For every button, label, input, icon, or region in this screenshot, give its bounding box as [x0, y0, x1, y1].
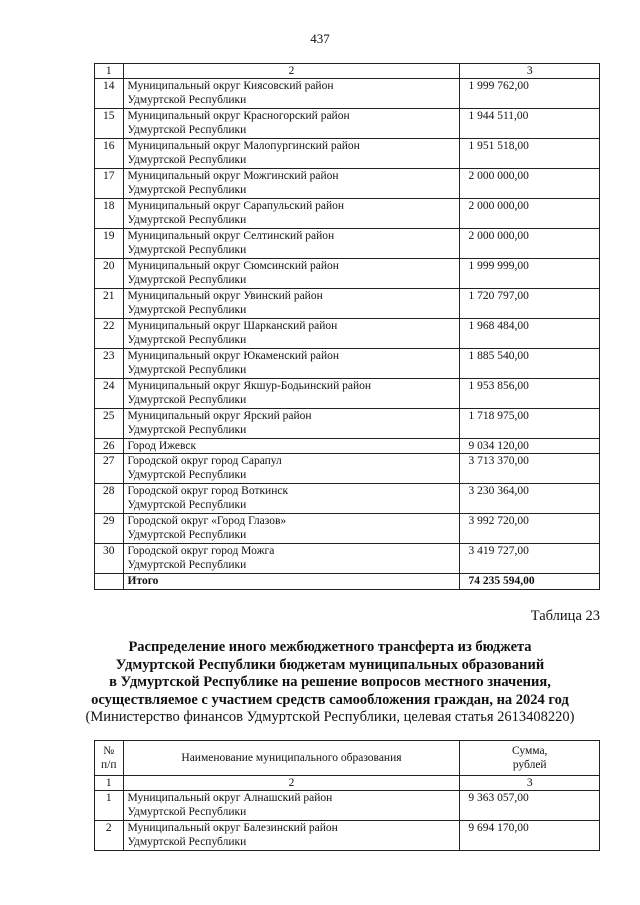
municipality-name-line: Удмуртской Республики — [127, 836, 247, 848]
table-row — [95, 109, 600, 139]
municipality-name — [123, 409, 460, 439]
amount-cell: 1 999 762,00 — [460, 79, 600, 109]
table-row — [95, 289, 600, 319]
municipality-name-line: Городской округ город Воткинск — [127, 485, 289, 497]
col-index-3: 3 — [460, 64, 600, 79]
row-number: 1 — [95, 791, 124, 821]
header-sum: Сумма, рублей — [460, 741, 600, 776]
municipality-name — [123, 821, 460, 851]
total-empty-cell — [95, 574, 124, 590]
municipality-name-line: Удмуртской Республики — [127, 214, 247, 226]
col-index-3: 3 — [460, 776, 600, 791]
table-index-row — [95, 64, 600, 79]
table-row — [95, 514, 600, 544]
municipality-name — [123, 514, 460, 544]
amount-cell: 1 944 511,00 — [460, 109, 600, 139]
amount-cell: 3 713 370,00 — [460, 454, 600, 484]
table-row — [95, 379, 600, 409]
title-line: в Удмуртской Республике на решение вопросов местного значения, — [109, 674, 551, 690]
municipality-name-line: Удмуртской Республики — [127, 806, 247, 818]
table-row — [95, 229, 600, 259]
table-index-row — [95, 776, 600, 791]
row-number: 20 — [95, 259, 124, 289]
municipality-name — [123, 349, 460, 379]
amount-cell: 9 034 120,00 — [460, 439, 600, 454]
municipality-name — [123, 454, 460, 484]
municipality-name-line: Удмуртской Республики — [127, 394, 247, 406]
municipality-name-line: Удмуртской Республики — [127, 184, 247, 196]
municipality-name — [123, 379, 460, 409]
amount-cell: 2 000 000,00 — [460, 199, 600, 229]
amount-cell: 2 000 000,00 — [460, 169, 600, 199]
amount-cell: 1 885 540,00 — [460, 349, 600, 379]
municipality-name-line: Удмуртской Республики — [127, 244, 247, 256]
row-number: 19 — [95, 229, 124, 259]
municipality-name-line: Муниципальный округ Селтинский район — [127, 230, 335, 242]
municipality-name — [123, 109, 460, 139]
col-index-2: 2 — [123, 776, 460, 791]
municipality-name — [123, 259, 460, 289]
table-row — [95, 454, 600, 484]
municipality-name — [123, 484, 460, 514]
municipality-name-line: Удмуртской Республики — [127, 124, 247, 136]
row-number: 16 — [95, 139, 124, 169]
amount-cell: 9 363 057,00 — [460, 791, 600, 821]
row-number: 14 — [95, 79, 124, 109]
header-num: № п/п — [95, 741, 124, 776]
total-amount: 74 235 594,00 — [460, 574, 600, 590]
municipality-name — [123, 139, 460, 169]
municipality-name-line: Муниципальный округ Алнашский район — [127, 792, 333, 804]
amount-cell: 2 000 000,00 — [460, 229, 600, 259]
municipality-name-line: Удмуртской Республики — [127, 334, 247, 346]
municipality-name — [123, 791, 460, 821]
table-row — [95, 319, 600, 349]
row-number: 17 — [95, 169, 124, 199]
municipality-name-line: Муниципальный округ Шарканский район — [127, 320, 338, 332]
amount-cell: 1 968 484,00 — [460, 319, 600, 349]
row-number: 26 — [95, 439, 124, 454]
amount-cell: 1 999 999,00 — [460, 259, 600, 289]
amount-cell: 1 720 797,00 — [460, 289, 600, 319]
municipality-name-line: Удмуртской Республики — [127, 424, 247, 436]
municipality-name-line: Муниципальный округ Юкаменский район — [127, 350, 340, 362]
municipality-name-line: Муниципальный округ Сюмсинский район — [127, 260, 339, 272]
header-name: Наименование муниципального образования — [123, 741, 460, 776]
table-title — [60, 639, 600, 727]
municipality-name-line: Муниципальный округ Красногорский район — [127, 110, 350, 122]
table-label: Таблица 23 — [530, 608, 600, 624]
row-number: 2 — [95, 821, 124, 851]
municipality-name-line: Удмуртской Республики — [127, 274, 247, 286]
amount-cell: 1 951 518,00 — [460, 139, 600, 169]
col-index-1: 1 — [95, 776, 124, 791]
municipality-name — [123, 199, 460, 229]
municipality-name-line: Муниципальный округ Киясовский район — [127, 80, 334, 92]
municipality-name-line: Муниципальный округ Увинский район — [127, 290, 323, 302]
row-number: 24 — [95, 379, 124, 409]
row-number: 18 — [95, 199, 124, 229]
municipality-name — [123, 79, 460, 109]
amount-cell: 1 953 856,00 — [460, 379, 600, 409]
municipality-name-line: Удмуртской Республики — [127, 364, 247, 376]
row-number: 25 — [95, 409, 124, 439]
table-row — [95, 169, 600, 199]
table-header-row — [95, 741, 600, 776]
table-row — [95, 409, 600, 439]
municipality-name-line: Город Ижевск — [127, 440, 197, 452]
municipality-name-line: Муниципальный округ Малопургинский район — [127, 140, 360, 152]
total-row — [95, 574, 600, 590]
table-row — [95, 544, 600, 574]
municipality-name-line: Муниципальный округ Балезинский район — [127, 822, 338, 834]
row-number: 28 — [95, 484, 124, 514]
title-line: Удмуртской Республики бюджетам муниципальных образований — [115, 656, 545, 673]
municipality-name-line: Удмуртской Республики — [127, 469, 247, 481]
allocation-table-continued — [94, 63, 600, 590]
row-number: 22 — [95, 319, 124, 349]
total-label: Итого — [123, 574, 460, 590]
table-row — [95, 139, 600, 169]
municipality-name-line: Городской округ город Можга — [127, 545, 275, 557]
allocation-table-23 — [94, 740, 600, 851]
municipality-name-line: Удмуртской Республики — [127, 529, 247, 541]
table-row — [95, 259, 600, 289]
municipality-name-line: Муниципальный округ Можгинский район — [127, 170, 339, 182]
municipality-name-line: Удмуртской Республики — [127, 304, 247, 316]
row-number: 30 — [95, 544, 124, 574]
municipality-name — [123, 169, 460, 199]
municipality-name — [123, 229, 460, 259]
municipality-name-line: Городской округ «Город Глазов» — [127, 515, 287, 527]
municipality-name — [123, 544, 460, 574]
municipality-name-line: Городской округ город Сарапул — [127, 455, 282, 467]
col-index-2: 2 — [123, 64, 460, 79]
row-number: 23 — [95, 349, 124, 379]
table-row — [95, 439, 600, 454]
municipality-name-line: Муниципальный округ Сарапульский район — [127, 200, 345, 212]
row-number: 15 — [95, 109, 124, 139]
municipality-name-line: Муниципальный округ Ярский район — [127, 410, 312, 422]
municipality-name — [123, 439, 460, 454]
amount-cell: 1 718 975,00 — [460, 409, 600, 439]
amount-cell: 3 419 727,00 — [460, 544, 600, 574]
title-subtitle: (Министерство финансов Удмуртской Республики, целевая статья 2613408220) — [85, 709, 575, 725]
municipality-name-line: Удмуртской Республики — [127, 559, 247, 571]
municipality-name — [123, 289, 460, 319]
page-number: 437 — [310, 31, 330, 46]
row-number: 27 — [95, 454, 124, 484]
table-row — [95, 79, 600, 109]
municipality-name-line: Удмуртской Республики — [127, 499, 247, 511]
col-index-1: 1 — [95, 64, 124, 79]
municipality-name-line: Муниципальный округ Якшур-Бодьинский район — [127, 380, 372, 392]
title-line: Распределение иного межбюджетного трансферта из бюджета — [128, 639, 532, 655]
amount-cell: 9 694 170,00 — [460, 821, 600, 851]
municipality-name-line: Удмуртской Республики — [127, 94, 247, 106]
table-row — [95, 349, 600, 379]
table-row — [95, 199, 600, 229]
table-row — [95, 484, 600, 514]
row-number: 29 — [95, 514, 124, 544]
table-row — [95, 791, 600, 821]
municipality-name-line: Удмуртской Республики — [127, 154, 247, 166]
amount-cell: 3 992 720,00 — [460, 514, 600, 544]
table-row — [95, 821, 600, 851]
row-number: 21 — [95, 289, 124, 319]
municipality-name — [123, 319, 460, 349]
title-line: осуществляемое с участием средств самообложения граждан, на 2024 год — [91, 691, 569, 708]
amount-cell: 3 230 364,00 — [460, 484, 600, 514]
